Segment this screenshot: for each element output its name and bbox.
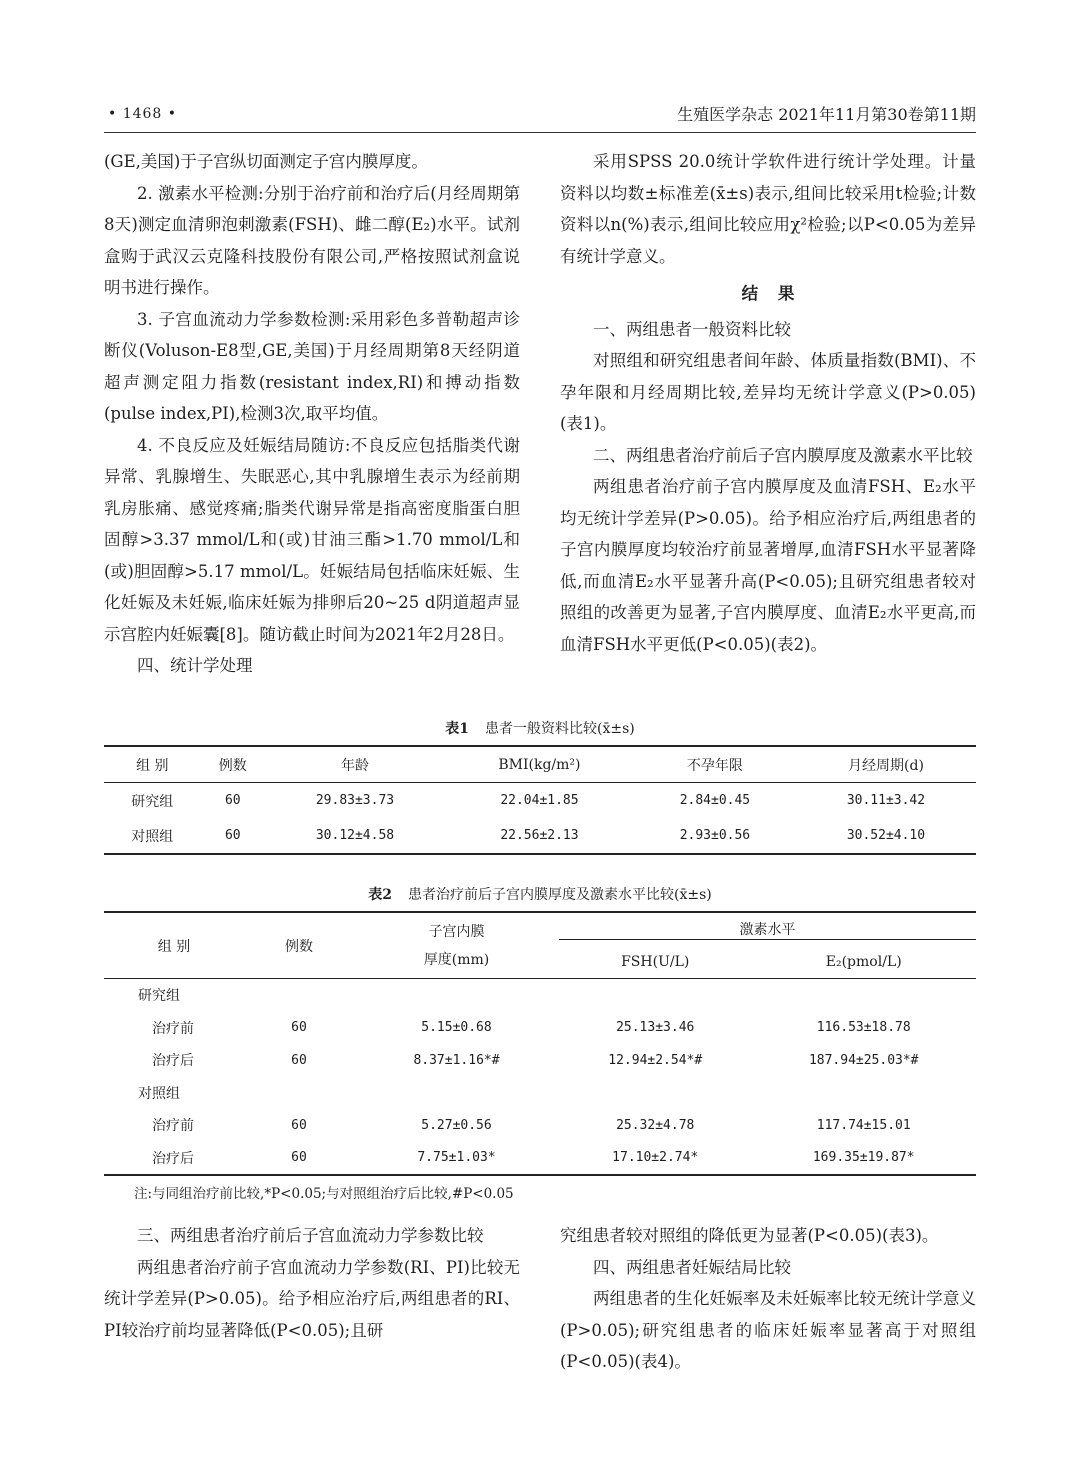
running-header [104, 102, 976, 133]
paragraph: 3. 子宫血流动力学参数检测:采用彩色多普勒超声诊断仪(Voluson-E8型,GE,美国)于月经周期第8天经阴道超声测定阻力指数(resistant index,RI)和搏动指数(pulse index,PI),检测3次,取平均值。 [104, 309, 520, 423]
table2 [104, 911, 976, 1176]
col-header: E₂(pmol/L) [825, 953, 902, 970]
group-label: 对照组 [138, 1085, 180, 1102]
cell: 117.74±15.01 [816, 1117, 911, 1133]
section-heading: 四、两组患者妊娠结局比较 [593, 1257, 791, 1277]
table2-caption [104, 884, 976, 904]
cell: 60 [291, 1117, 307, 1133]
cell: 30.12±4.58 [315, 828, 395, 843]
group-row [104, 979, 976, 1012]
cell: 治疗前 [152, 1020, 194, 1037]
right-column-bottom [560, 1220, 976, 1378]
cell: 12.94±2.54*# [608, 1052, 703, 1068]
cell: 22.04±1.85 [500, 793, 579, 808]
col-header-line: 厚度(mm) [423, 951, 490, 968]
left-column-bottom [104, 1220, 520, 1346]
cell: 2.84±0.45 [679, 793, 751, 808]
cell: 对照组 [131, 828, 174, 845]
group-row [104, 1077, 976, 1110]
cell: 治疗后 [152, 1053, 194, 1070]
section-heading: 二、两组患者治疗前后子宫内膜厚度及激素水平比较 [593, 445, 973, 465]
paragraph: 采用SPSS 20.0统计学软件进行统计学处理。计量资料以均数±标准差(x̄±s)表示,组间比较采用t检验;计数资料以n(%)表示,组间比较应用χ²检验;以P<0.05为差异有统计学意义。 [560, 152, 976, 266]
table1-caption [104, 718, 976, 738]
paragraph: 究组患者较对照组的降低更为显著(P<0.05)(表3)。 [560, 1226, 939, 1245]
cell: 2.93±0.56 [679, 828, 751, 843]
paragraph: (GE,美国)于子宫纵切面测定子宫内膜厚度。 [104, 152, 428, 171]
table-row [104, 818, 976, 854]
table1-title: 患者一般资料比较(x̄±s) [485, 721, 635, 737]
results-heading: 结果 [741, 284, 815, 303]
section-heading: 四、统计学处理 [137, 656, 253, 675]
paragraph: 两组患者的生化妊娠率及未妊娠率比较无统计学意义(P>0.05);研究组患者的临床妊娠率显著高于对照组(P<0.05)(表4)。 [560, 1289, 976, 1371]
col-header: 月经周期(d) [848, 757, 924, 774]
cell: 116.53±18.78 [816, 1020, 911, 1036]
col-header: 例数 [218, 757, 247, 774]
paragraph: 4. 不良反应及妊娠结局随访:不良反应包括脂类代谢异常、乳腺增生、失眠恶心,其中乳腺增生表示为经前期乳房胀痛、感觉疼痛;脂类代谢异常是指高密度脂蛋白胆固醇>3.37 mmol/L和(或)甘油三酯>1.70 mmol/L和(或)胆固醇>5.17 mmol/L。妊娠结局包括临床妊娠、生化妊娠及未妊娠,临床妊娠为排卵后20~25 d阴道超声显示宫腔内妊娠囊[8]。随访截止时间为2021年2月28日。 [104, 435, 520, 644]
cell: 29.83±3.73 [315, 793, 395, 808]
paragraph: 对照组和研究组患者间年龄、体质量指数(BMI)、不孕年限和月经周期比较,差异均无统计学意义(P>0.05)(表1)。 [560, 351, 976, 433]
col-header: 不孕年限 [686, 757, 743, 774]
col-header-line: 子宫内膜 [428, 923, 485, 940]
cell: 60 [224, 793, 241, 808]
table2-note: 注:与同组治疗前比较,*P<0.05;与对照组治疗后比较,#P<0.05 [134, 1186, 514, 1202]
section-heading: 三、两组患者治疗前后子宫血流动力学参数比较 [137, 1226, 484, 1245]
cell: 5.15±0.68 [421, 1020, 492, 1036]
table2-label: 表2 [368, 887, 392, 903]
cell: 187.94±25.03*# [808, 1052, 919, 1068]
cell: 22.56±2.13 [500, 828, 579, 843]
group-label: 研究组 [138, 988, 180, 1005]
table-row [104, 1044, 976, 1077]
paragraph: 2. 激素水平检测:分别于治疗前和治疗后(月经周期第8天)测定血清卵泡刺激素(FSH)、雌二醇(E₂)水平。试剂盒购于武汉云克隆科技股份有限公司,严格按照试剂盒说明书进行操作。 [104, 183, 520, 297]
left-column-top [104, 146, 520, 682]
cell: 60 [291, 1150, 307, 1166]
cell: 治疗前 [152, 1118, 194, 1135]
table1 [104, 745, 976, 855]
cell: 60 [291, 1020, 307, 1036]
cell: 8.37±1.16*# [413, 1052, 500, 1068]
page-number: • 1468 • [108, 106, 178, 122]
table2-title: 患者治疗前后子宫内膜厚度及激素水平比较(x̄±s) [408, 887, 712, 903]
col-header: BMI(kg/m²) [498, 756, 581, 773]
col-header: 组 别 [157, 938, 191, 955]
cell: 5.27±0.56 [421, 1117, 492, 1133]
table-row [104, 1109, 976, 1142]
cell: 25.13±3.46 [616, 1020, 695, 1036]
cell: 治疗后 [152, 1150, 194, 1167]
col-header: 年龄 [340, 757, 369, 774]
col-header: FSH(U/L) [621, 953, 690, 970]
hormone-header: 激素水平 [559, 919, 976, 940]
cell: 7.75±1.03* [417, 1150, 496, 1166]
cell: 研究组 [131, 793, 174, 810]
cell: 30.52±4.10 [846, 828, 926, 843]
cell: 17.10±2.74* [612, 1150, 699, 1166]
paragraph: 两组患者治疗前子宫内膜厚度及血清FSH、E₂水平均无统计学差异(P>0.05)。给予相应治疗后,两组患者的子宫内膜厚度均较治疗前显著增厚,血清FSH水平显著降低,而血清E₂水平显著升高(P<0.05);且研究组患者较对照组的改善更为显著,子宫内膜厚度、血清E₂水平更高,而血清FSH水平更低(P<0.05)(表2)。 [560, 477, 976, 654]
cell: 60 [224, 828, 241, 843]
right-column-top [560, 146, 976, 660]
table-header-row [104, 746, 976, 783]
table-row [104, 1012, 976, 1045]
col-header: 例数 [285, 938, 313, 955]
cell: 30.11±3.42 [846, 793, 926, 808]
col-header: 组 别 [136, 757, 169, 774]
table-row [104, 1142, 976, 1176]
table1-label: 表1 [445, 721, 469, 737]
cell: 169.35±19.87* [812, 1150, 915, 1166]
cell: 60 [291, 1052, 307, 1068]
table-row [104, 783, 976, 819]
journal-title: 生殖医学杂志 2021年11月第30卷第11期 [677, 105, 976, 124]
section-heading: 一、两组患者一般资料比较 [593, 319, 791, 339]
table-header-row [104, 912, 976, 946]
col-header-group [559, 912, 976, 946]
paragraph: 两组患者治疗前子宫血流动力学参数(RI、PI)比较无统计学差异(P>0.05)。给予相应治疗后,两组患者的RI、PI较治疗前均显著降低(P<0.05);且研 [104, 1257, 520, 1340]
col-header [354, 912, 559, 979]
cell: 25.32±4.78 [616, 1117, 695, 1133]
